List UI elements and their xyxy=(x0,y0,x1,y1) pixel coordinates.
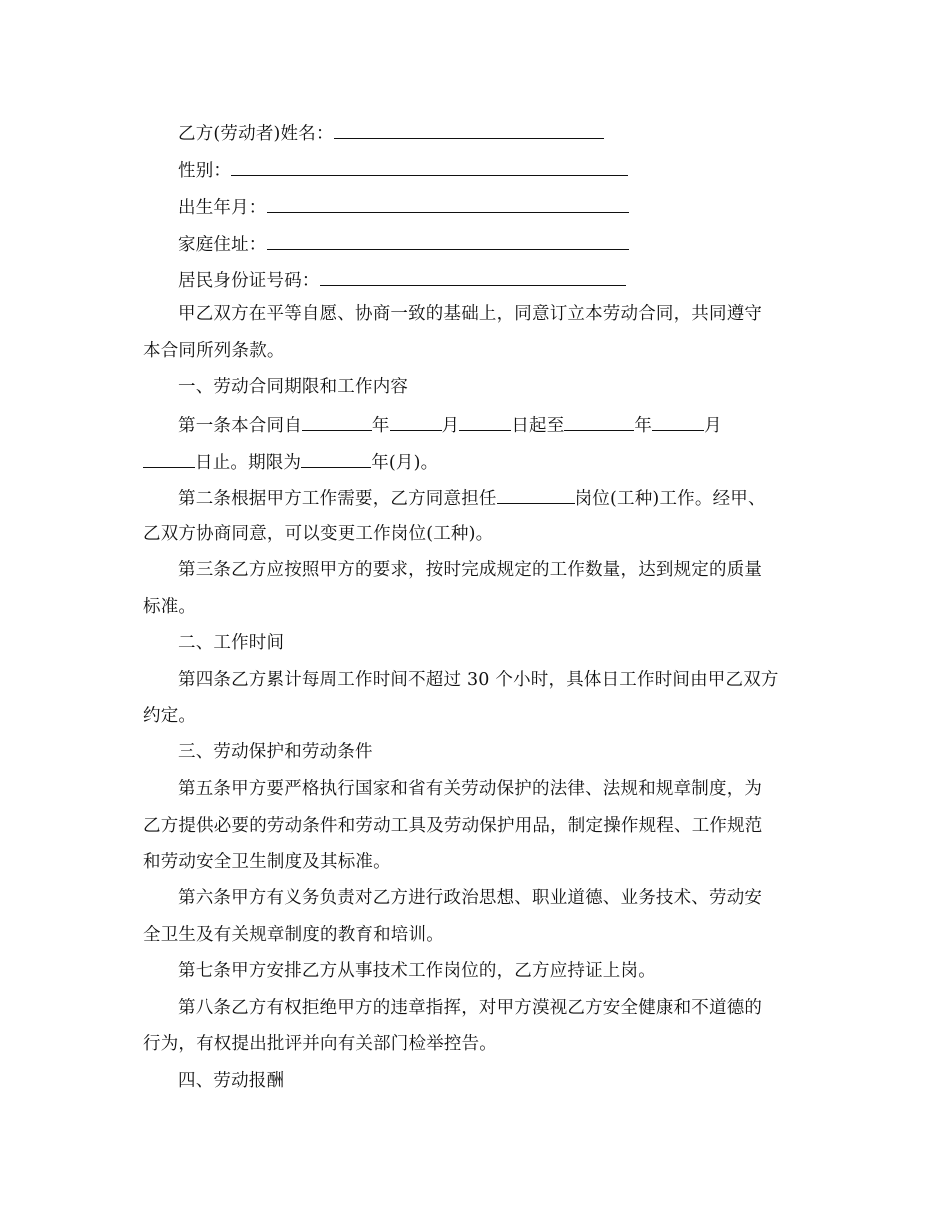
birth-field-row xyxy=(178,194,848,220)
art2-text-a: 第二条根据甲方工作需要，乙方同意担任 xyxy=(178,489,497,509)
art1-end-day-blank[interactable] xyxy=(143,449,195,468)
art1-text-h: 年(月)。 xyxy=(371,453,439,473)
art1-text-g: 日止。期限为 xyxy=(195,453,302,473)
id-field-row xyxy=(178,267,848,293)
intro-line-1: 甲乙双方在平等自愿、协商一致的基础上，同意订立本劳动合同，共同遵守 xyxy=(178,304,763,324)
id-blank[interactable] xyxy=(320,267,626,286)
id-label: 居民身份证号码： xyxy=(178,271,320,291)
art1-start-month-blank[interactable] xyxy=(390,412,442,431)
section-heading-4: 四、劳动报酬 xyxy=(178,1071,285,1091)
section-heading-2: 二、工作时间 xyxy=(178,633,285,653)
name-label: 乙方(劳动者)姓名： xyxy=(178,124,334,144)
art1-start-year-blank[interactable] xyxy=(302,412,372,431)
article-3-line-1: 第三条乙方应按照甲方的要求，按时完成规定的工作数量，达到规定的质量 xyxy=(178,560,763,580)
article-1-line-2 xyxy=(143,449,813,475)
art1-text-e: 年 xyxy=(634,416,653,436)
article-6-line-1: 第六条甲方有义务负责对乙方进行政治思想、职业道德、业务技术、劳动安 xyxy=(178,888,763,908)
article-2-line-1 xyxy=(178,485,848,511)
art1-text-b: 年 xyxy=(371,416,390,436)
section-heading-3: 三、劳动保护和劳动条件 xyxy=(178,742,373,762)
gender-field-row xyxy=(178,157,848,183)
birth-blank[interactable] xyxy=(267,194,629,213)
article-6-line-2: 全卫生及有关规章制度的教育和培训。 xyxy=(143,925,444,945)
art1-end-month-blank[interactable] xyxy=(652,412,704,431)
section-heading-1: 一、劳动合同期限和工作内容 xyxy=(178,377,409,397)
art1-text-a: 第一条本合同自 xyxy=(178,416,302,436)
address-blank[interactable] xyxy=(267,231,629,250)
art1-text-c: 月 xyxy=(441,416,460,436)
art2-text-b: 岗位(工种)工作。经甲、 xyxy=(574,489,766,509)
article-7-line-1: 第七条甲方安排乙方从事技术工作岗位的，乙方应持证上岗。 xyxy=(178,961,656,981)
article-2-line-2: 乙双方协商同意，可以变更工作岗位(工种)。 xyxy=(143,524,494,544)
article-5-line-1: 第五条甲方要严格执行国家和省有关劳动保护的法律、法规和规章制度，为 xyxy=(178,779,763,799)
art1-text-d: 日起至 xyxy=(511,416,565,436)
gender-label: 性别： xyxy=(178,161,232,181)
art1-start-day-blank[interactable] xyxy=(459,412,511,431)
intro-line-2: 本合同所列条款。 xyxy=(143,341,285,361)
art1-duration-blank[interactable] xyxy=(301,449,371,468)
address-label: 家庭住址： xyxy=(178,235,267,255)
art1-text-f: 月 xyxy=(704,416,722,436)
article-3-line-2: 标准。 xyxy=(143,597,197,617)
article-5-line-3: 和劳动安全卫生制度及其标准。 xyxy=(143,852,391,872)
article-4-line-2: 约定。 xyxy=(143,706,197,726)
name-field-row xyxy=(178,120,848,146)
article-1-line-1 xyxy=(178,412,848,438)
article-5-line-2: 乙方提供必要的劳动条件和劳动工具及劳动保护用品，制定操作规程、工作规范 xyxy=(143,816,763,836)
art2-position-blank[interactable] xyxy=(497,485,575,504)
art1-end-year-blank[interactable] xyxy=(564,412,634,431)
article-8-line-2: 行为，有权提出批评并向有关部门检举控告。 xyxy=(143,1034,497,1054)
name-blank[interactable] xyxy=(334,120,604,139)
article-4-line-1: 第四条乙方累计每周工作时间不超过 30 个小时，具体日工作时间由甲乙双方 xyxy=(178,670,779,690)
gender-blank[interactable] xyxy=(231,157,628,176)
birth-label: 出生年月： xyxy=(178,198,267,218)
address-field-row xyxy=(178,231,848,257)
article-8-line-1: 第八条乙方有权拒绝甲方的违章指挥，对甲方漠视乙方安全健康和不道德的 xyxy=(178,998,763,1018)
